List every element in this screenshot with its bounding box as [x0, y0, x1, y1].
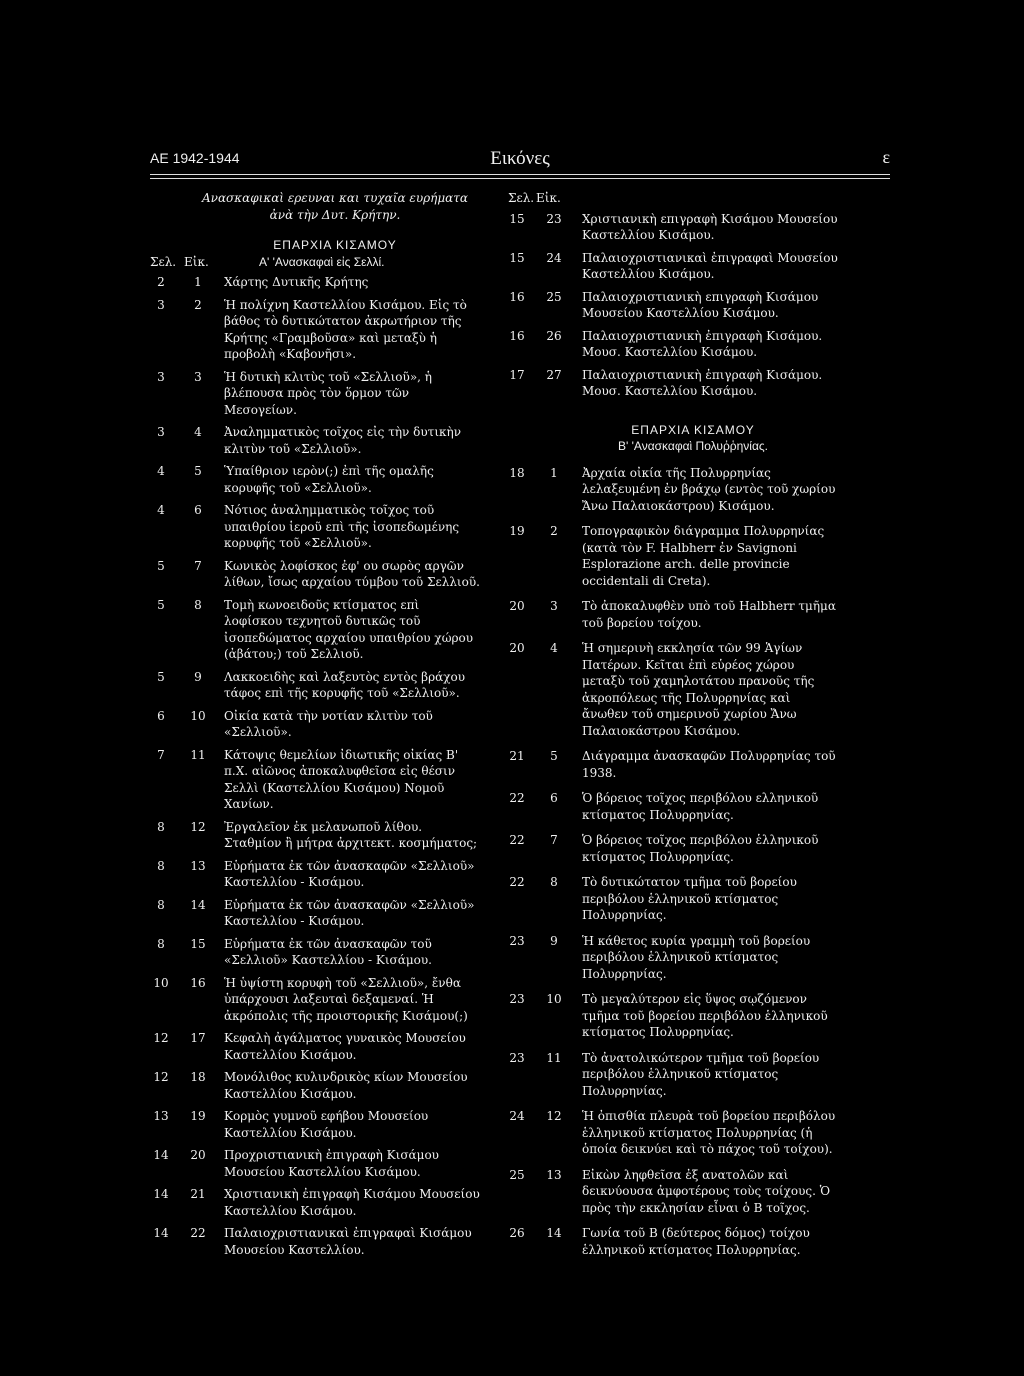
entry-page: 23: [509, 933, 525, 948]
entry-row: [508, 367, 838, 400]
entry-list: [150, 274, 480, 1258]
entry-figure: 19: [190, 1109, 206, 1123]
entry-figure: 14: [190, 897, 206, 912]
entry-row: [508, 991, 838, 1041]
entry-row: [508, 1225, 838, 1258]
entry-page: 20: [509, 641, 525, 655]
entry-caption: Ἡ πολίχνη Καστελλίου Κισάμου. Εἰς τὸ βάθος τὸ δυτικώτατον ἀκρωτήριον τῆς Κρήτης «Γραμβοῦσα» καὶ μεταξὺ ἡ προβολὴ «Καβονῆσι».: [224, 297, 467, 361]
entry-list: [508, 465, 838, 1259]
entry-caption: Ἀναλημματικὸς τοῖχος εἰς τὴν δυτικὴν κλιτὺν τοῦ «Σελλιοῦ».: [224, 425, 462, 456]
entry-row: [150, 597, 480, 663]
entry-figure: 12: [190, 819, 206, 834]
entry-caption: Λακκοειδὴς καὶ λαξευτὸς εντὸς βράχου τάφος επὶ τῆς κορυφῆς τοῦ «Σελλιοῦ».: [224, 669, 466, 700]
entry-caption: Ἡ κάθετος κυρία γραμμὴ τοῦ βορείου περιβόλου ἑλληνικοῦ κτίσματος Πολυρρηνίας.: [582, 933, 811, 981]
entry-page: 16: [509, 328, 525, 343]
entry-caption: Τὸ ἀνατολικώτερον τμῆμα τοῦ βορείου περιβόλου ἑλληνικοῦ κτίσματος Πολυρρηνίας.: [582, 1050, 820, 1098]
entry-row: [150, 1147, 480, 1180]
entry-row: [150, 975, 480, 1025]
entry-page: 10: [153, 975, 169, 990]
left-column: [150, 190, 480, 1258]
entry-caption: Ἡ δυτικὴ κλιτὺς τοῦ «Σελλιοῦ», ἡ βλέπουσα πρὸς τὸν ὅρμον τῶν Μεσογείων.: [224, 369, 432, 417]
entry-row: [508, 211, 838, 244]
entry-page: 15: [509, 250, 525, 265]
entry-figure: 14: [546, 1226, 562, 1240]
entry-row: [150, 274, 480, 291]
entry-figure: 2: [194, 297, 202, 312]
entry-caption: Εὑρήματα ἐκ τῶν ἀνασκαφῶν τοῦ «Σελλιοῦ» Καστελλίου - Κισάμου.: [224, 936, 432, 967]
entry-page: 2: [157, 275, 165, 289]
entry-figure: 10: [190, 708, 206, 723]
entry-figure: 6: [194, 503, 202, 517]
entry-row: [150, 558, 480, 591]
page-title: Εικόνες: [490, 148, 550, 169]
entry-figure: 20: [190, 1148, 206, 1162]
entry-page: 8: [157, 897, 165, 912]
entry-caption: Παλαιοχριστιανικαὶ ἐπιγραφαὶ Μουσείου Καστελλίου Κισάμου.: [582, 250, 838, 281]
entry-figure: 15: [190, 936, 206, 951]
page-number: ε: [882, 147, 890, 167]
entry-row: [508, 748, 838, 781]
entry-list: [508, 211, 838, 400]
entry-row: [150, 708, 480, 741]
entry-row: [508, 874, 838, 924]
entry-row: [150, 858, 480, 891]
entry-figure: 27: [546, 367, 562, 382]
entry-page: 8: [157, 819, 165, 834]
entry-page: 4: [157, 503, 165, 517]
entry-row: [150, 897, 480, 930]
entry-figure: 8: [194, 597, 202, 612]
entry-row: [508, 465, 838, 515]
entry-page: 7: [157, 747, 165, 762]
entry-caption: Εὑρήματα ἐκ τῶν ἀνασκαφῶν «Σελλιοῦ» Καστελλίου - Κισάμου.: [224, 897, 475, 928]
entry-page: 12: [153, 1070, 169, 1084]
entry-caption: Κωνικὸς λοφίσκος ἐφ' ου σωρὸς αργῶν λίθων, ἴσως αρχαίου τύμβου τοῦ Σελλιοῦ.: [224, 558, 480, 589]
entry-page: 4: [157, 464, 165, 478]
col-page-header: Σελ.: [508, 191, 535, 205]
entry-page: 23: [509, 992, 525, 1006]
entry-caption: Ἐργαλεῖον ἐκ μελανωποῦ λίθου. Σταθμίον ἢ μήτρα ἀρχιτεκτ. κοσμήματος;: [224, 819, 478, 850]
entry-caption: Κορμὸς γυμνοῦ εφήβου Μουσείου Καστελλίου Κισάμου.: [224, 1109, 429, 1140]
header-rule: [150, 174, 890, 175]
entry-figure: 1: [550, 465, 558, 480]
entry-row: [508, 328, 838, 361]
entry-row: [508, 523, 838, 589]
entry-caption: Τοπογραφικὸν διάγραμμα Πολυρρηνίας (κατὰ τὸν F. Halbherr ἐν Savignoni Esplorazione arch. delle provincie occidentali di Creta).: [582, 524, 825, 588]
entry-row: [508, 1167, 838, 1217]
entry-caption: Νότιος ἀναλημματικὸς τοῖχος τοῦ υπαιθρίου ἱεροῦ επὶ τῆς ἰσοπεδωμένης κορυφῆς τοῦ «Σελλιοῦ».: [224, 503, 460, 550]
entry-page: 5: [157, 597, 165, 612]
entry-page: 15: [509, 211, 525, 226]
entry-page: 3: [157, 425, 165, 439]
entry-row: [150, 297, 480, 363]
column-headers: [508, 190, 838, 207]
entry-figure: 1: [194, 275, 202, 289]
entry-row: [508, 1108, 838, 1158]
entry-row: [150, 747, 480, 813]
entry-row: [150, 1069, 480, 1102]
entry-caption: Τὸ δυτικώτατον τμῆμα τοῦ βορείου περιβόλου ἑλληνικοῦ κτίσματος Πολυρρηνίας.: [582, 875, 797, 922]
entry-page: 8: [157, 936, 165, 951]
entry-figure: 11: [546, 1050, 562, 1065]
entry-caption: Ἡ ὑψίστη κορυφὴ τοῦ «Σελλιοῦ», ἔνθα ὑπάρχουσι λαξευταὶ δεξαμεναί. Ἡ ἀκρόπολις τῆς προιστορικῆς Κισάμου(;): [224, 975, 468, 1023]
entry-figure: 8: [550, 875, 558, 889]
entry-caption: Γωνία τοῦ Β (δεύτερος δόμος) τοίχου ἑλληνικοῦ κτίσματος Πολυρρηνίας.: [582, 1226, 810, 1257]
entry-figure: 16: [190, 975, 206, 990]
section-subtitle: ἀνὰ τὴν Δυτ. Κρήτην.: [269, 207, 401, 222]
entry-figure: 11: [190, 747, 206, 762]
entry-figure: 13: [190, 858, 206, 873]
col-fig-header: Εἰκ.: [536, 191, 561, 205]
entry-page: 26: [509, 1226, 525, 1240]
entry-row: [508, 598, 838, 631]
page-header: [150, 147, 890, 172]
entry-caption: Χριστιανικὴ ἐπιγραφὴ Κισάμου Μουσείου Καστελλίου Κισάμου.: [224, 1187, 480, 1218]
entry-caption: Παλαιοχριστιανικὴ επιγραφὴ Κισάμου Μουσείου Καστελλίου Κισάμου.: [582, 289, 819, 320]
entry-caption: Οἰκία κατὰ τὴν νοτίαν κλιτὺν τοῦ «Σελλιοῦ».: [224, 708, 433, 739]
column-headers: [150, 254, 480, 271]
entry-caption: Χριστιανικὴ επιγραφὴ Κισάμου Μουσείου Καστελλίου Κισάμου.: [582, 211, 838, 242]
entry-page: 17: [509, 367, 525, 382]
entry-figure: 3: [194, 369, 202, 384]
entry-caption: Τὸ μεγαλύτερον εἰς ὕψος σῳζόμενον τμῆμα τοῦ βορείου περιβόλου ἑλληνικοῦ κτίσματος Πολυρρηνίας.: [582, 992, 828, 1039]
entry-page: 6: [157, 708, 165, 723]
entry-page: 8: [157, 858, 165, 873]
entry-page: 13: [153, 1109, 169, 1123]
entry-row: [508, 790, 838, 823]
entry-row: [508, 250, 838, 283]
entry-page: 14: [153, 1187, 169, 1201]
entry-caption: Εἰκὼν ληφθεῖσα ἐξ ανατολῶν καὶ δεικνύουσα ἀμφοτέρους τοὺς τοίχους. Ὁ πρὸς τὴν εκκλησίαν εἶναι ὁ Β τοῖχος.: [582, 1167, 831, 1215]
entry-page: 24: [509, 1109, 525, 1123]
entry-figure: 4: [550, 641, 558, 655]
entry-page: 22: [509, 791, 525, 805]
entry-caption: Ὑπαίθριον ιερὸν(;) ἐπὶ τῆς ομαλῆς κορυφῆς τοῦ «Σελλιοῦ».: [224, 464, 434, 495]
entry-row: [150, 669, 480, 702]
entry-figure: 23: [546, 211, 562, 226]
entry-page: 22: [509, 833, 525, 847]
entry-caption: Παλαιοχριστιανικὴ ἐπιγραφὴ Κισάμου. Μουσ. Καστελλίου Κισάμου.: [582, 367, 823, 398]
entry-page: 20: [509, 599, 525, 613]
entry-caption: Χάρτης Δυτικῆς Κρήτης: [224, 275, 369, 289]
entry-caption: Ἡ σημερινὴ εκκλησία τῶν 99 Ἁγίων Πατέρων. Κεῖται ἐπὶ εὑρέος χώρου μεταξὺ τοῦ χαμηλοτάτου πρανοῦς τῆς ἀκροπόλεως τῆς Πολυρρηνίας καὶ ἄνωθεν τοῦ σημερινοῦ χωρίου Ἄνω Παλαιοκάστρου Κισάμου.: [582, 641, 815, 738]
subsection-heading: Β' 'Ανασκαφαὶ Πολυῤῥηνίας.: [618, 439, 768, 453]
entry-figure: 3: [550, 599, 558, 613]
entry-row: [150, 1108, 480, 1141]
entry-figure: 9: [194, 669, 202, 684]
region-heading: ΕΠΑΡΧΙΑ ΚΙΣΑΜΟΥ: [631, 422, 755, 437]
entry-row: [150, 1186, 480, 1219]
entry-caption: Ἀρχαία οἰκία τῆς Πολυρρηνίας λελαξευμένη ἐν βράχῳ (εντὸς τοῦ χωρίου Ἄνω Παλαιοκάστρου) Κισάμου.: [582, 465, 836, 513]
entry-figure: 21: [190, 1187, 206, 1201]
section-title: Ανασκαφικαὶ ερευναι και τυχαῖα ευρήματα: [201, 191, 469, 205]
entry-caption: Ὁ βόρειος τοῖχος περιβόλου ἑλληνικοῦ κτίσματος Πολυρρηνίας.: [582, 833, 819, 864]
entry-row: [150, 369, 480, 419]
entry-caption: Ἡ ὀπισθία πλευρὰ τοῦ βορείου περιβόλου ἑλληνικοῦ κτίσματος Πολυρρηνίας (ἡ ὁποία δεικνύει καὶ τὸ πάχος τοῦ τοίχου).: [582, 1109, 836, 1156]
entry-caption: Παλαιοχριστιανικὴ ἐπιγραφὴ Κισάμου. Μουσ. Καστελλίου Κισάμου.: [582, 328, 823, 359]
entry-figure: 24: [546, 250, 562, 265]
entry-row: [150, 502, 480, 552]
entry-row: [150, 1030, 480, 1063]
subsection-heading: Α' 'Ανασκαφαὶ εἰς Σελλί.: [259, 254, 385, 269]
entry-caption: Τομὴ κωνοειδοῦς κτίσματος επὶ λοφίσκου τεχνητοῦ δυτικῶς τοῦ ἰσοπεδώματος αρχαίου υπαιθρίου χώρου (ἀβάτου;) τοῦ Σελλιοῦ.: [224, 597, 474, 661]
region-heading: ΕΠΑΡΧΙΑ ΚΙΣΑΜΟΥ: [273, 238, 397, 252]
col-fig-header: Εἰκ.: [184, 254, 209, 269]
entry-figure: 6: [550, 791, 558, 805]
entry-caption: Κεφαλὴ ἀγάλματος γυναικὸς Μουσείου Καστελλίου Κισάμου.: [224, 1031, 466, 1062]
entry-page: 25: [509, 1167, 525, 1182]
entry-caption: Τὸ ἀποκαλυφθὲν υπὸ τοῦ Halbherr τμῆμα τοῦ βορείου τοίχου.: [582, 599, 836, 630]
entry-figure: 5: [550, 749, 558, 763]
entry-row: [508, 640, 838, 739]
entry-figure: 17: [190, 1031, 206, 1045]
entry-caption: Ὁ βόρειος τοῖχος περιβόλου ελληνικοῦ κτίσματος Πολυρρηνίας.: [582, 791, 819, 822]
entry-caption: Εὑρήματα ἐκ τῶν ἀνασκαφῶν «Σελλιοῦ» Καστελλίου - Κισάμου.: [224, 858, 475, 889]
entry-page: 5: [157, 558, 165, 573]
entry-caption: Μονόλιθος κυλινδρικὸς κίων Μουσείου Καστελλίου Κισάμου.: [224, 1070, 468, 1101]
entry-row: [508, 1050, 838, 1100]
entry-caption: Κάτοψις θεμελίων ἰδιωτικῆς οἰκίας Β' π.Χ. αἰῶνος ἀποκαλυφθεῖσα εἰς θέσιν Σελλὶ (Καστελλίου Κισάμου) Νομοῦ Χανίων.: [224, 747, 459, 811]
entry-row: [150, 1225, 480, 1258]
entry-row: [150, 463, 480, 496]
entry-row: [508, 933, 838, 983]
entry-figure: 13: [546, 1167, 562, 1182]
entry-figure: 18: [190, 1070, 206, 1084]
entry-figure: 5: [194, 464, 202, 478]
entry-page: 19: [509, 524, 525, 538]
entry-page: 3: [157, 369, 165, 384]
entry-page: 5: [157, 669, 165, 684]
entry-row: [150, 424, 480, 457]
entry-figure: 25: [546, 289, 562, 304]
entry-figure: 2: [550, 524, 558, 538]
entry-caption: Διάγραμμα ἀνασκαφῶν Πολυρρηνίας τοῦ 1938.: [582, 749, 836, 780]
entry-page: 16: [509, 289, 525, 304]
entry-row: [508, 832, 838, 865]
entry-figure: 4: [194, 425, 202, 439]
col-page-header: Σελ.: [150, 254, 177, 269]
entry-page: 21: [509, 749, 525, 763]
entry-figure: 7: [550, 833, 558, 847]
entry-figure: 10: [546, 992, 562, 1006]
entry-page: 18: [509, 465, 525, 480]
journal-volume: ΑΕ 1942-1944: [150, 150, 240, 166]
entry-caption: Προχριστιανικὴ ἐπιγραφὴ Κισάμου Μουσείου Καστελλίου Κισάμου.: [224, 1148, 439, 1179]
header-rule-double: [150, 178, 890, 179]
entry-caption: Παλαιοχριστιανικαὶ ἐπιγραφαὶ Κισάμου Μουσείου Καστελλίου.: [224, 1226, 472, 1257]
entry-row: [150, 936, 480, 969]
right-column: [508, 190, 838, 1258]
entry-page: 12: [153, 1031, 169, 1045]
entry-page: 23: [509, 1050, 525, 1065]
entry-page: 3: [157, 297, 165, 312]
entry-row: [508, 289, 838, 322]
entry-figure: 9: [550, 933, 558, 948]
entry-figure: 7: [194, 558, 202, 573]
entry-page: 14: [153, 1148, 169, 1162]
entry-page: 14: [153, 1226, 169, 1240]
entry-page: 22: [509, 875, 525, 889]
entry-figure: 26: [546, 328, 562, 343]
entry-figure: 12: [546, 1109, 562, 1123]
entry-figure: 22: [190, 1226, 206, 1240]
entry-row: [150, 819, 480, 852]
